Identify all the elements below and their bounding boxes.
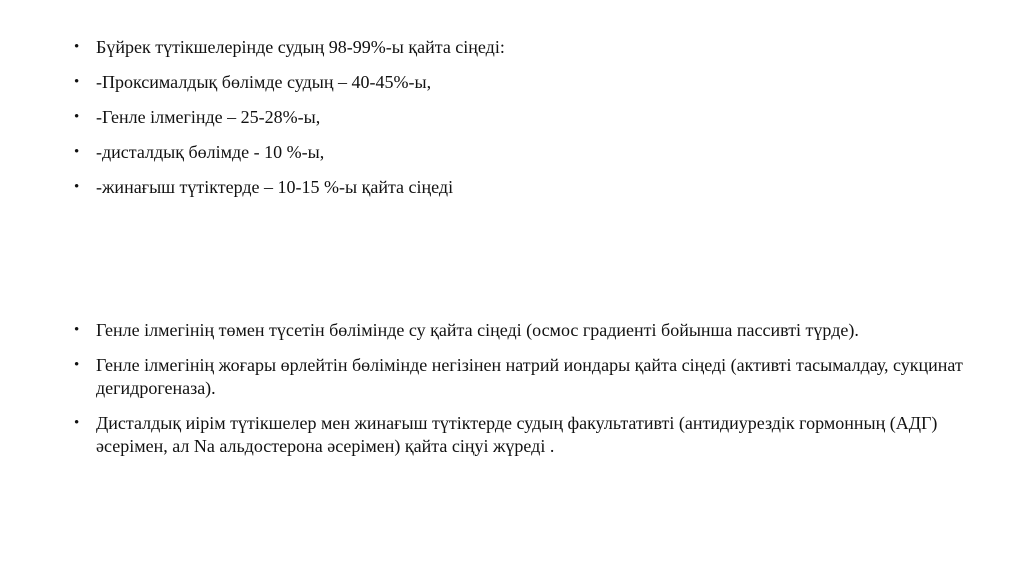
bullet-text: Бүйрек түтікшелерінде судың 98-99%-ы қайта сіңеді: — [96, 37, 505, 57]
bullet-dot-icon: • — [74, 357, 80, 373]
bullet-dot-icon: • — [74, 74, 80, 90]
bullet-dot-icon: • — [74, 144, 80, 160]
bullet-item — [72, 176, 972, 199]
bullet-text: Генле ілмегінің төмен түсетін бөлімінде су қайта сіңеді (осмос градиенті бойынша пассивті түрде). — [96, 320, 859, 340]
bullet-text: -жинағыш түтіктерде – 10-15 %-ы қайта сіңеді — [96, 177, 454, 197]
bullet-item — [72, 106, 972, 129]
bullet-item — [72, 141, 972, 164]
bullet-text: -Генле ілмегінде – 25-28%-ы, — [96, 107, 321, 127]
bottom-bullet-list — [72, 319, 972, 470]
bullet-item — [72, 36, 972, 59]
bullet-text: Дисталдық иірім түтікшелер мен жинағыш түтіктерде судың факультативті (антидиурездік гормонның (АДГ) әсерімен, ал Na альдостерона әсерімен) қайта сіңуі жүреді . — [96, 413, 938, 456]
bullet-item — [72, 412, 972, 458]
bullet-item — [72, 71, 972, 94]
bullet-text: Генле ілмегінің жоғары өрлейтін бөлімінде негізінен натрий иондары қайта сіңеді (активті тасымалдау, сукцинат дегидрогеназа). — [96, 355, 963, 398]
bullet-dot-icon: • — [74, 415, 80, 431]
bullet-dot-icon: • — [74, 322, 80, 338]
bullet-text: -дисталдық бөлімде - 10 %-ы, — [96, 142, 325, 162]
bullet-item — [72, 354, 972, 400]
bullet-dot-icon: • — [74, 39, 80, 55]
bullet-dot-icon: • — [74, 179, 80, 195]
bullet-text: -Проксималдық бөлімде судың – 40-45%-ы, — [96, 72, 432, 92]
top-bullet-list — [72, 36, 972, 211]
bullet-item — [72, 319, 972, 342]
bullet-dot-icon: • — [74, 109, 80, 125]
